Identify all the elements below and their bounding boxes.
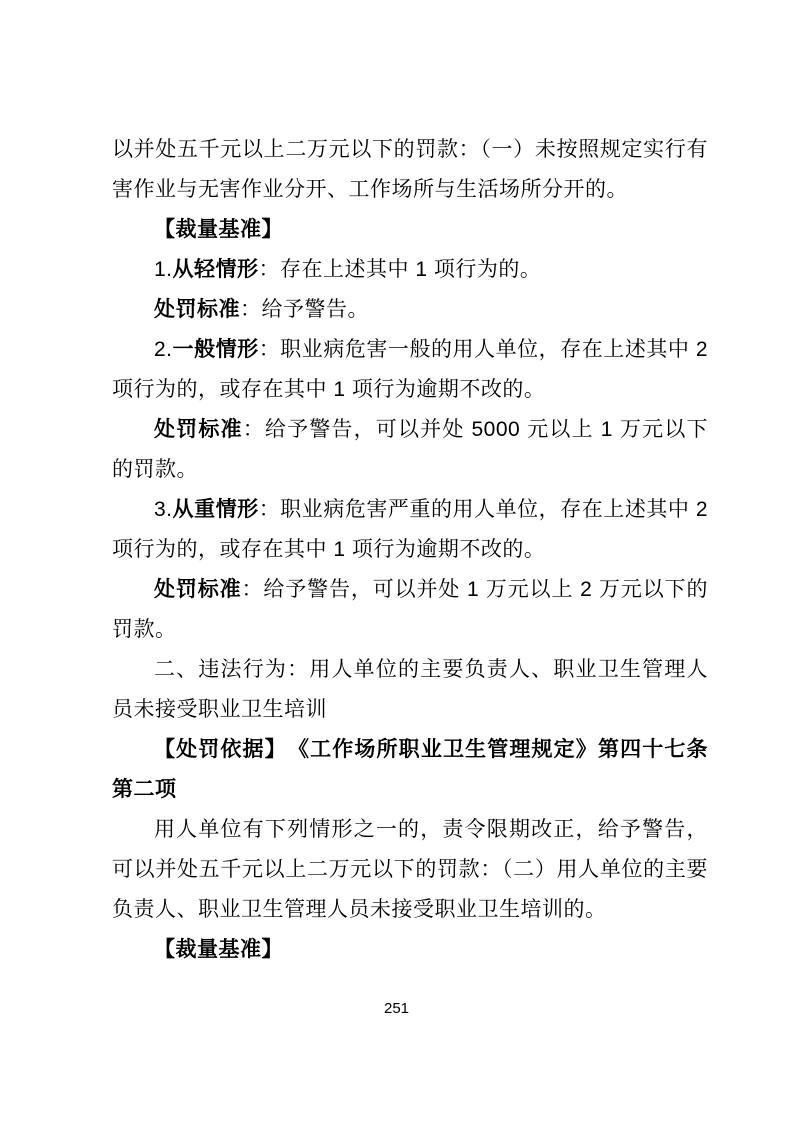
text-run-bold: 【裁量基准】 [154,218,283,241]
text-run: ：存在上述其中 1 项行为的。 [258,258,542,281]
text-run-bold: 一般情形 [172,338,259,361]
text-run: ：职业病危害严重的用人单位，存在上述其中 2 项行为的，或存在其中 1 项行为逾期不改的。 [112,498,708,561]
paragraph-fine-range-item-two [112,810,708,930]
paragraph-fine-range-item-one [112,130,708,210]
document-body [112,130,708,970]
section-heading-penalty-basis [112,730,708,810]
paragraph-general-circumstance [112,330,708,410]
text-run: ：给予警告，可以并处 5000 元以上 1 万元以下的罚款。 [112,418,709,481]
section-heading-discretion-benchmark-2 [112,930,708,970]
text-run: 用人单位有下列情形之一的，责令限期改正，给予警告，可以并处五千元以上二万元以下的罚款：（二）用人单位的主要负责人、职业卫生管理人员未接受职业卫生培训的。 [112,818,708,921]
paragraph-penalty-standard-1 [112,290,708,330]
text-run: 以并处五千元以上二万元以下的罚款：（一）未按照规定实行有害作业与无害作业分开、工作场所与生活场所分开的。 [112,138,708,201]
text-run-bold: 【处罚依据】 《工作场所职业卫生管理规定》第四十七条第二项 [112,738,708,801]
paragraph-penalty-standard-2 [112,410,708,490]
text-run-bold: 处罚标准 [154,298,240,321]
text-run: ：给予警告。 [240,298,369,321]
text-run: 2. [154,338,173,361]
text-run-bold: 从重情形 [172,498,259,521]
paragraph-penalty-standard-3 [112,570,708,650]
page-number: 251 [383,1000,410,1017]
text-run-bold: 从轻情形 [172,258,259,281]
text-run: ：给予警告，可以并处 1 万元以上 2 万元以下的罚款。 [112,578,708,641]
text-run-bold: 【裁量基准】 [154,938,283,961]
text-run: 二、违法行为：用人单位的主要负责人、职业卫生管理人员未接受职业卫生培训 [112,658,708,721]
paragraph-lenient-circumstance [112,250,708,290]
paragraph-illegal-act-two [112,650,708,730]
text-run-bold: 处罚标准 [154,578,242,601]
section-heading-discretion-benchmark [112,210,708,250]
text-run: 3. [154,498,173,521]
text-run: ：职业病危害一般的用人单位，存在上述其中 2 项行为的，或存在其中 1 项行为逾期不改的。 [112,338,708,401]
text-run-bold: 处罚标准 [154,418,243,441]
paragraph-severe-circumstance [112,490,708,570]
text-run: 1. [154,258,173,281]
